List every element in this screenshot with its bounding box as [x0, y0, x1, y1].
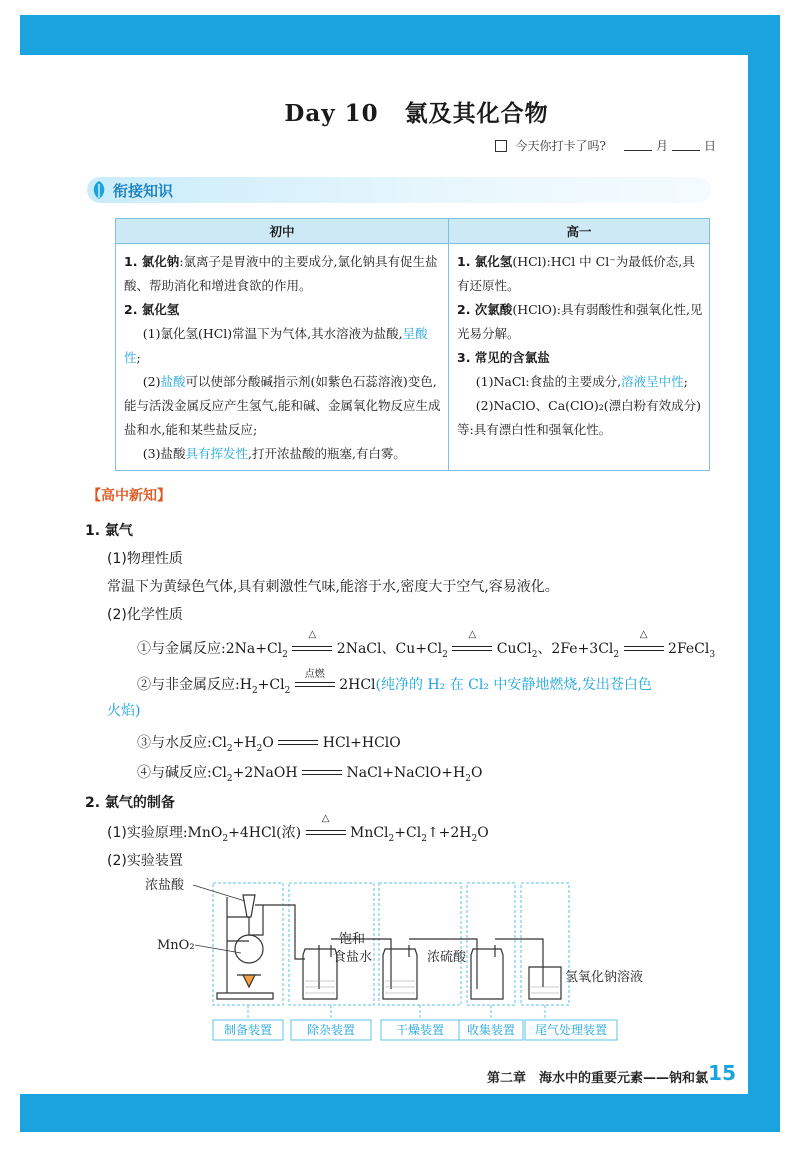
reaction-nonmetal-note: (纯净的 H₂ 在 Cl₂ 中安静地燃烧,发出苍白色	[375, 677, 652, 693]
section-label: 衔接知识	[113, 182, 174, 200]
bridging-knowledge-table	[115, 218, 710, 471]
heading-chemical: (2)化学性质	[107, 607, 183, 623]
checkin-checkbox[interactable]	[495, 140, 507, 152]
label-sat-1: 饱和	[339, 932, 366, 947]
stand-base	[217, 993, 273, 999]
top-color-band	[20, 15, 780, 55]
stage-frame-collect	[467, 883, 515, 1005]
dropping-funnel	[243, 895, 255, 917]
reaction-water: ③与水反应$:Cl_2+H_2O$ HCl+HClO	[137, 735, 401, 754]
bottom-color-band	[20, 1094, 780, 1132]
stage-label-prep: 制备装置	[223, 1023, 273, 1037]
page-number: 15	[708, 1061, 736, 1085]
apparatus-diagram	[145, 877, 735, 1055]
month-blank[interactable]	[624, 140, 652, 151]
reaction-base: ④与碱反应$:Cl_2+2NaOH$ $NaCl+NaClO+H_2O$	[137, 765, 483, 784]
day-label: 日	[703, 139, 716, 153]
label-sat-2: 食盐水	[333, 950, 373, 965]
heading-apparatus: (2)实验装置	[107, 853, 183, 869]
col-header-senior: 高一	[449, 219, 710, 244]
collecting-bottle	[471, 949, 503, 999]
physical-properties-text: 常温下为黄绿色气体,具有刺激性气味,能溶于水,密度大于空气,容易液化。	[107, 579, 559, 595]
heading-preparation: 2. 氯气的制备	[85, 795, 175, 811]
footer-chapter: 第二章 海水中的重要元素——钠和氯	[486, 1071, 708, 1086]
beaker	[529, 967, 561, 999]
senior-cell: 1. 氯化氢(HCl):HCl 中 Cl⁻为最低价态,具有还原性。 2. 次氯酸(HClO):具有弱酸性和强氧化性,见光易分解。 3. 常见的含氯盐 (1)NaCl:食盐的主要成分,溶液呈中性; (2)NaClO、Ca(ClO)₂(漂白粉有效成分)等:具有漂白性和强氧化性。	[449, 244, 710, 471]
label-naoh: 氢氧化钠溶液	[565, 970, 644, 985]
reaction-nonmetal: ②与非金属反应$:H_2+Cl_2$ 点燃 2HCl(纯净的 H₂ 在 Cl₂ 中安静地燃烧,发出苍白色	[137, 669, 652, 696]
stage-label-tail: 尾气处理装置	[534, 1023, 608, 1037]
stage-label-purify: 除杂装置	[306, 1023, 356, 1037]
wash-bottle-1	[303, 949, 337, 999]
reaction-metal: ①与金属反应$:2Na+Cl_2$ △ 2NaCl、$Cu+Cl_2$ △ CuCl$_2$、$2Fe+3Cl_2$ △ 2FeCl$_3$	[137, 629, 716, 660]
stage-label-dry: 干燥装置	[395, 1023, 445, 1037]
leaf-icon	[91, 180, 107, 200]
label-conc-hcl: 浓盐酸	[145, 878, 185, 893]
label-mno2: MnO₂	[157, 938, 195, 953]
heading-physical: (1)物理性质	[107, 551, 183, 567]
principle-line: (1)实验原理:MnO$_2$+4HCl(浓) △ $MnCl_2+Cl_2↑+2H_2O$	[107, 813, 489, 844]
label-h2so4: 浓硫酸	[427, 950, 467, 965]
stage-label-collect: 收集装置	[466, 1023, 516, 1037]
reaction-nonmetal-note-cont: 火焰)	[107, 703, 141, 719]
wash-bottle-2	[383, 949, 417, 999]
checkin-text: 今天你打卡了吗?	[515, 139, 606, 153]
col-header-junior: 初中	[116, 219, 449, 244]
stage-frame-prep	[213, 883, 283, 1005]
worksheet-page	[85, 55, 748, 1094]
right-color-band	[748, 15, 780, 1095]
new-knowledge-tag: 【高中新知】	[87, 488, 171, 504]
checkin-line	[495, 137, 716, 154]
junior-cell: 1. 氯化钠:氯离子是胃液中的主要成分,氯化钠具有促生盐酸、帮助消化和增进食欲的作用。 2. 氯化氢 (1)氯化氢(HCl)常温下为气体,其水溶液为盐酸,呈酸性; (2)盐酸可以使部分酸碱指示剂(如紫色石蕊溶液)变色,能与活泼金属反应产生氢气,能和碱、金属氧化物反应生成盐和水,能和某些盐反应; (3)盐酸具有挥发性,打开浓盐酸的瓶塞,有白雾。	[116, 244, 449, 471]
heading-chlorine: 1. 氯气	[85, 523, 133, 539]
round-flask	[235, 935, 263, 963]
section-header	[87, 177, 711, 203]
flame	[243, 975, 255, 987]
month-label: 月	[655, 139, 668, 153]
page-title: Day 10 氯及其化合物	[284, 100, 549, 127]
day-blank[interactable]	[672, 140, 700, 151]
